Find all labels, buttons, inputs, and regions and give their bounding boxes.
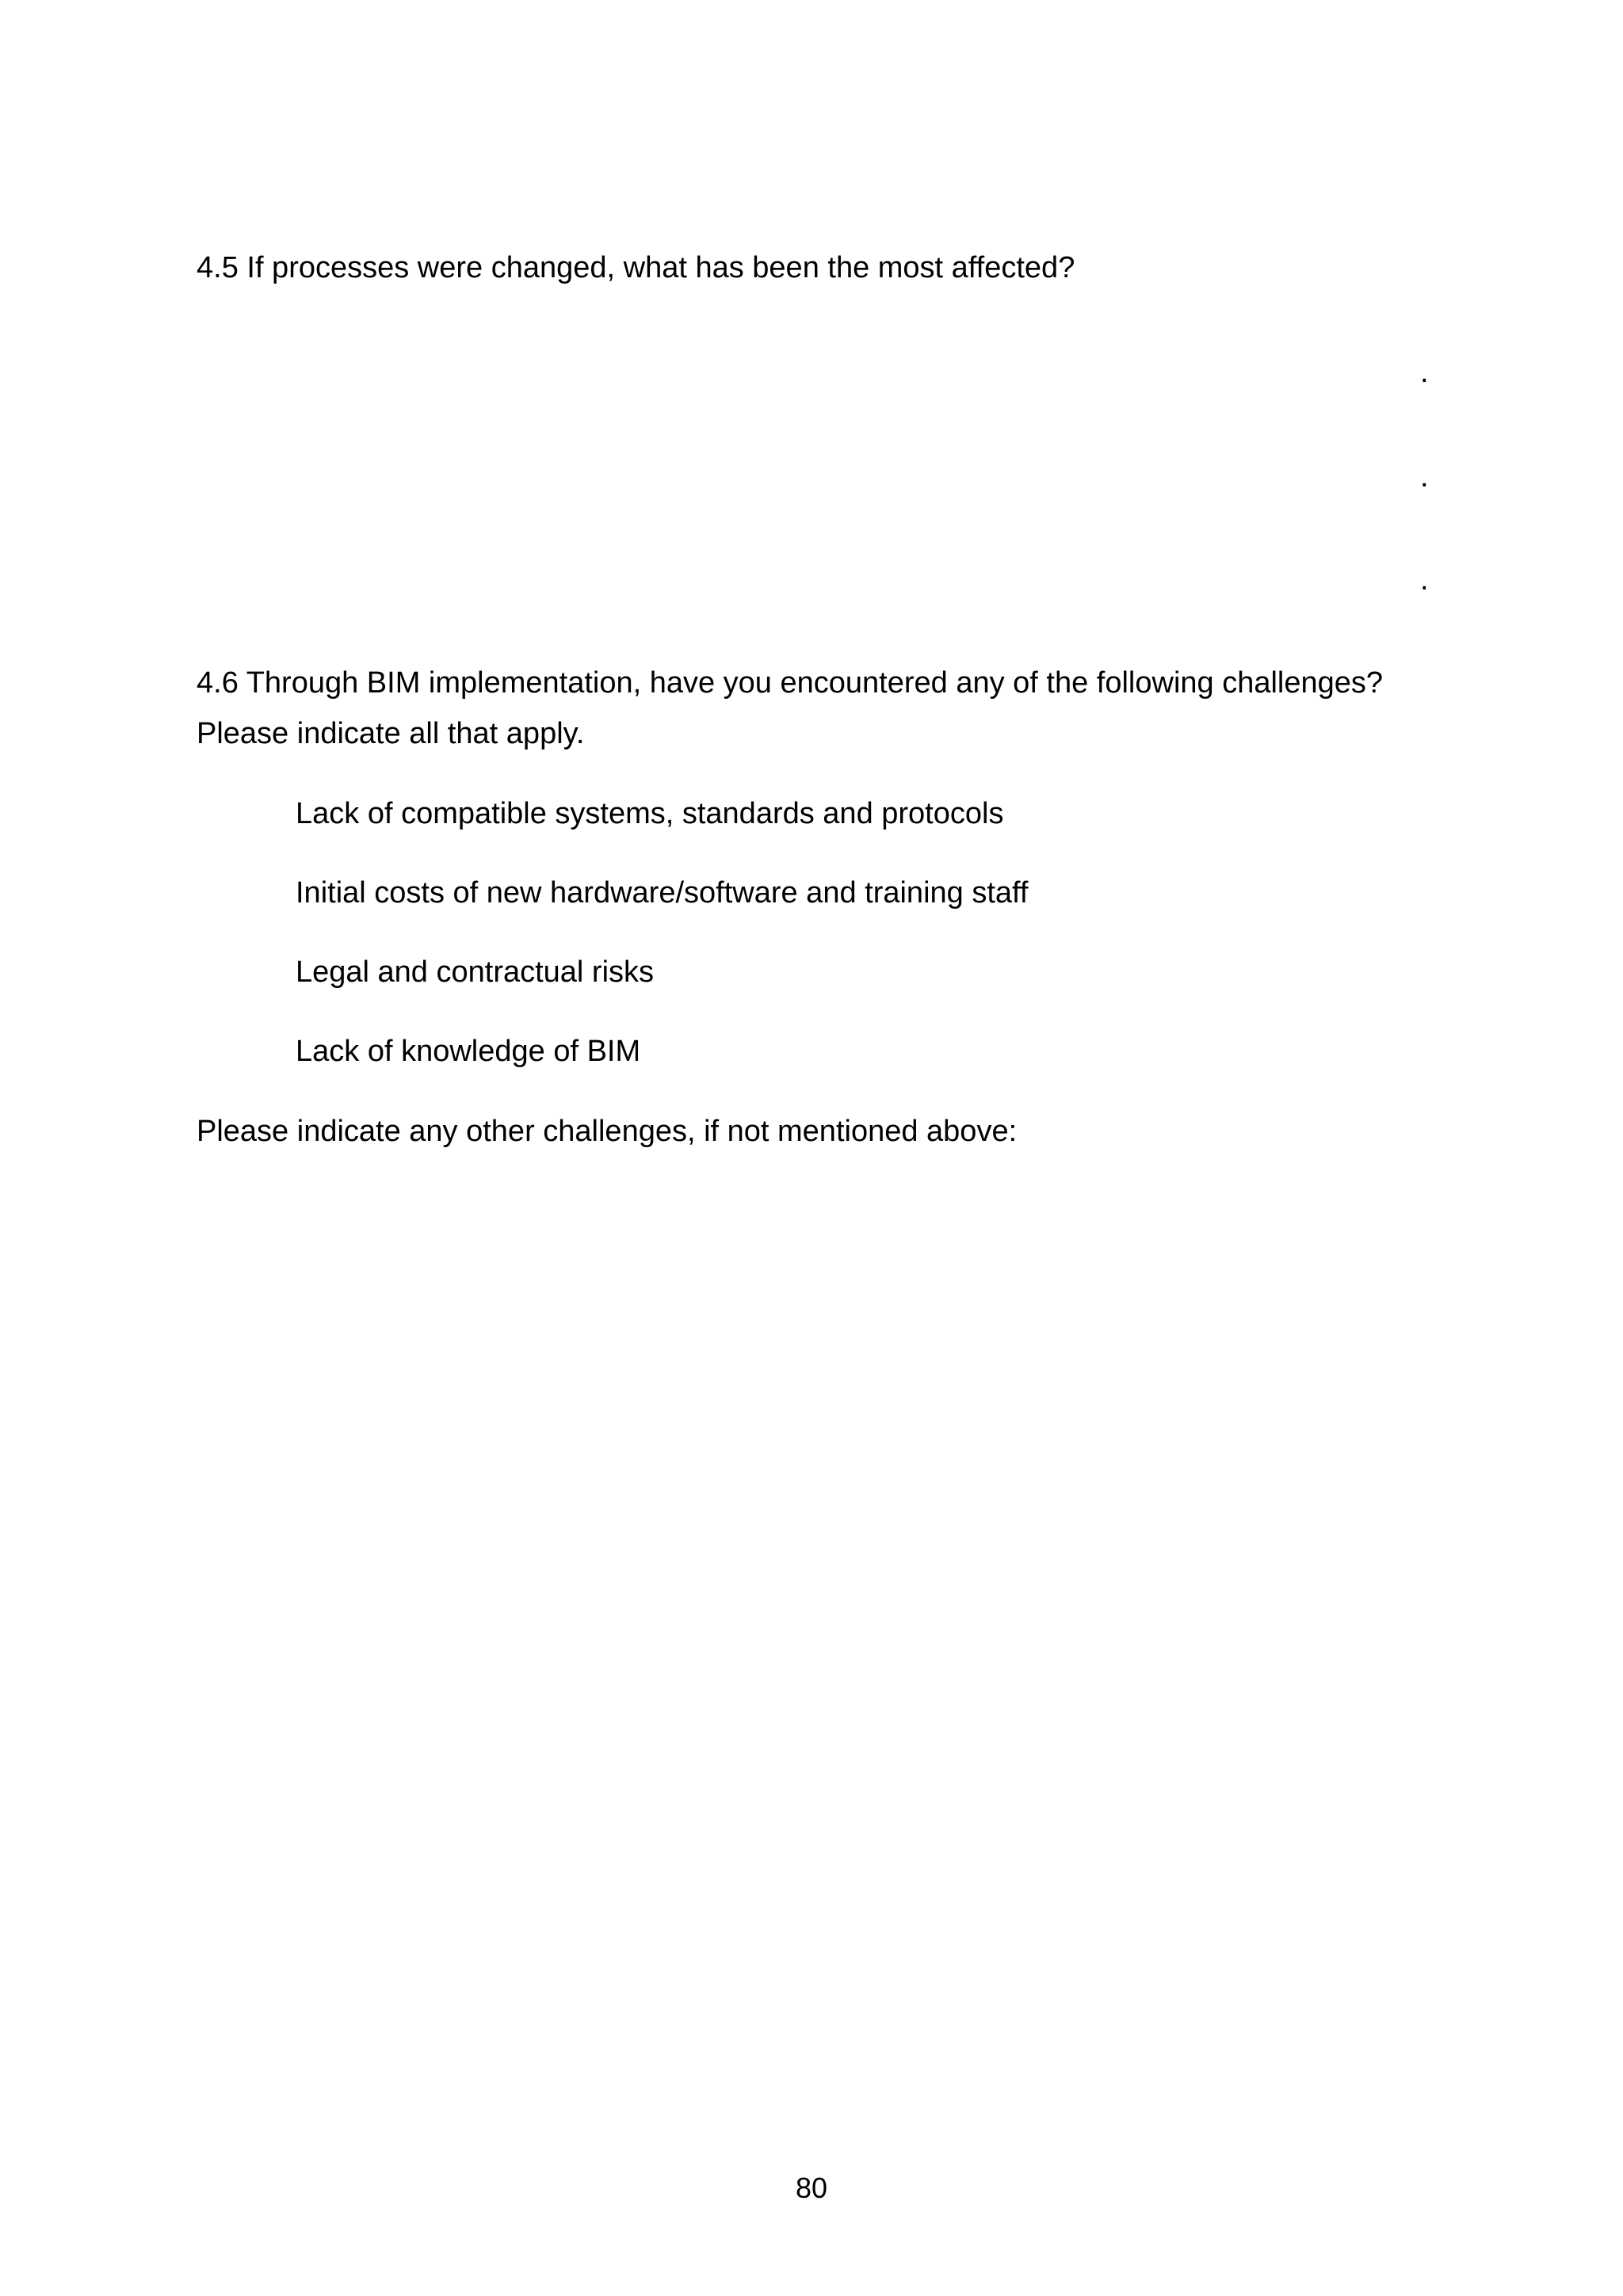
option-compatible-systems: Lack of compatible systems, standards and protocols <box>296 797 1004 830</box>
option-legal-risks: Legal and contractual risks <box>296 955 655 989</box>
question-4-5: 4.5 If processes were changed, what has been the most affected? <box>197 251 1075 284</box>
page-number: 80 <box>795 2172 828 2204</box>
question-4-6-line-2: Please indicate all that apply. <box>197 717 585 750</box>
answer-line-2: . <box>1420 460 1429 494</box>
answer-line-1: . <box>1420 356 1429 389</box>
question-4-6-line-1: 4.6 Through BIM implementation, have you encountered any of the following challenges? <box>197 666 1384 700</box>
other-challenges-prompt: Please indicate any other challenges, if not mentioned above: <box>197 1115 1018 1148</box>
option-initial-costs: Initial costs of new hardware/software and training staff <box>296 876 1029 910</box>
option-lack-of-knowledge: Lack of knowledge of BIM <box>296 1035 641 1068</box>
answer-line-3: . <box>1420 563 1429 597</box>
